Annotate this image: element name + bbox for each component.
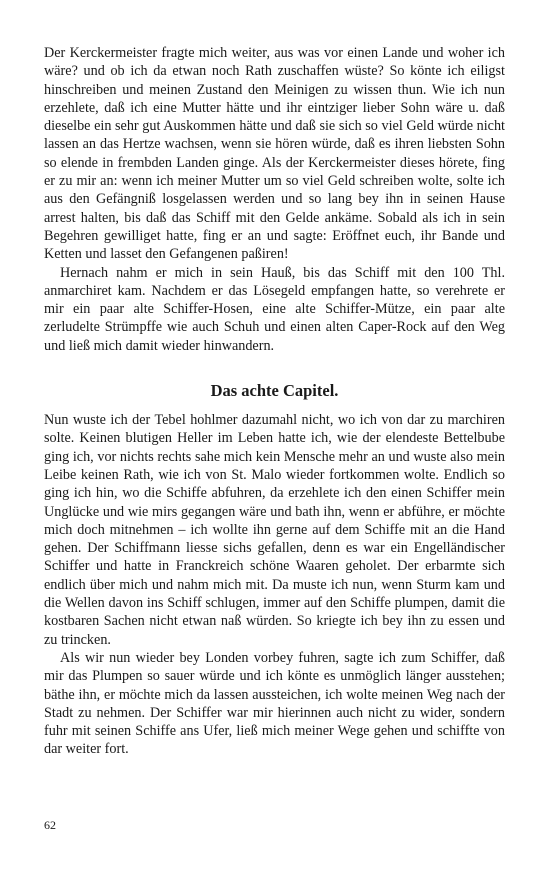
paragraph-nun-wuste: Nun wuste ich der Tebel hohlmer dazumahl nicht, wo ich von dar zu marchiren solte. Keinen blutigen Heller im Leben hatte ich, wie der elendeste Bettelbube ging ich, vor nichts rechts sahe mich kein Mensche mehr an und wuste also mein Leibe keinen Rath, wie ich von St. Malo wieder fortkommen wolte. Endlich so ging ich hin, wo die Schiffe abfuhren, da erzehlete ich den einen Schiffer mein Unglücke und wie mirs gegangen wäre und bath ihn, wenn er abführe, er möchte mich doch mitnehmen – ich wollte ihn gerne auf dem Schiffe mit an die Hand gehen. Der Schiffmann liesse sichs gefallen, denn es war ein Engelländischer Schiffer und hatte in Franckreich schöne Waaren geholet. Der erbarmte sich endlich über mich und nahm mich mit. Da muste ich nun, wenn Sturm kam und die Wellen davon ins Schiff schlugen, immer auf den Schiffe plumpen, damit die kostbaren Sachen nicht etwan naß würden. So kriegte ich bey ihn zu essen und zu trincken. [44,412,505,648]
page-body [44,44,505,759]
paragraph-als-wir: Als wir nun wieder bey Londen vorbey fuhren, sagte ich zum Schiffer, daß mir das Plumpen so sauer würde und ich könte es unmöglich länger ausstehen; bäthe ihn, er möchte mich da lassen aussteichen, ich wolte meinen Weg nach der Stadt zu nehmen. Der Schiffer war mir hierinnen auch nicht zu wider, sondern fuhr mit seinen Schiffe ans Ufer, ließ mich meiner Wege gehen und schiffte von dar weiter fort. [44,649,505,758]
page-number: 62 [44,818,56,832]
paragraph-kerckermeister: Der Kerckermeister fragte mich weiter, aus was vor einen Lande und woher ich wäre? und ob ich da etwan noch Rath zuschaffen wüste? So könte ich eiligst hinschreiben und meinen Zustand den Meinigen zu wissen thun. Wie ich nun erzehlete, daß ich eine Mutter hätte und ihr eintziger lieber Sohn wäre u. daß dieselbe ein sehr gut Auskommen hätte und daß sie sich so viel Geld würde nicht lassen an das Hertze wachsen, wenn sie hören würde, daß es ihren liebsten Sohn so elende in frembden Landen ginge. Als der Kerckermeister dieses hörete, fing er zu mir an: wenn ich meiner Mutter um so viel Geld schreiben wolte, solte ich aus den Gefängniß losgelassen werden und so lang bey ihn in seinen Hause arrest halten, bis daß das Schiff mit den Gelde ankäme. Sobald als ich in sein Begehren gewilliget hatte, fing er an und sagte: Eröffnet euch, ihr Bande und Ketten und lasset den Gefangenen paßiren! [44,45,505,263]
chapter-title: Das achte Capitel. [210,381,339,401]
paragraph-hernach: Hernach nahm er mich in sein Hauß, bis das Schiff mit den 100 Thl. anmarchiret kam. Nachdem er das Lösegeld empfangen hatte, so verehrete er mir ein paar alte Schiffer-Hosen, eine alte Schiffer-Mütze, ein paar alte zerludelte Strümpffe wie auch Schuh und einen alten Caper-Rock auf den Weg und ließ mich damit wieder hinwandern. [44,264,505,354]
